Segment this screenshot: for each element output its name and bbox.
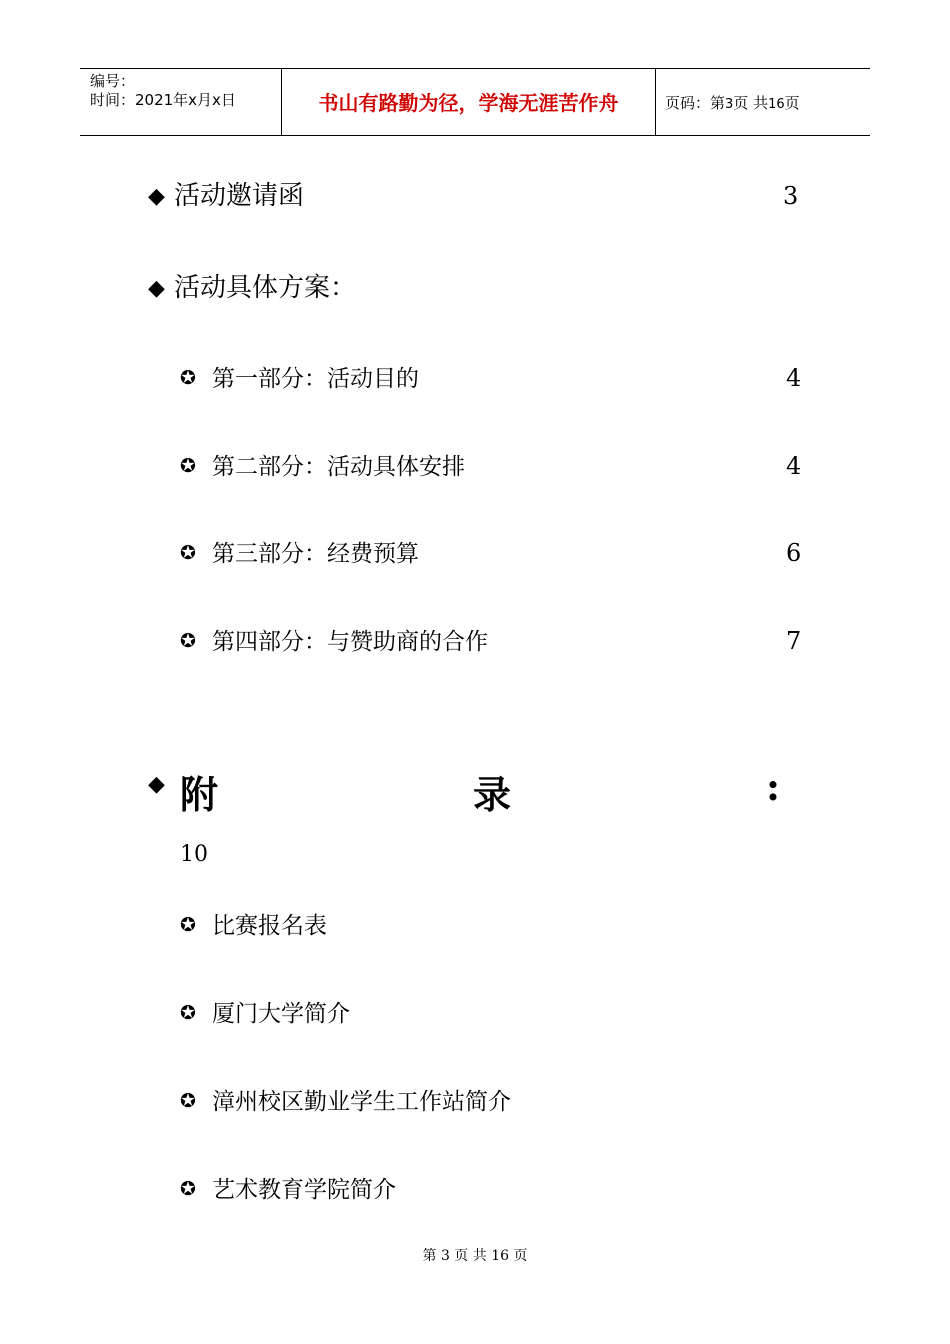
toc-page-number: 7 — [786, 627, 802, 655]
black-diamond-icon: ◆ — [148, 184, 165, 209]
black-diamond-icon: ◆ — [148, 772, 165, 797]
appendix-item[interactable] — [180, 910, 327, 941]
black-diamond-icon: ◆ — [148, 276, 165, 301]
toc-label: 活动邀请函 — [174, 181, 305, 211]
circled-star-icon: ✪ — [180, 1178, 196, 1200]
header-page-info — [665, 93, 800, 115]
page-mid: 页 共 — [733, 94, 769, 112]
total-pages: 16 — [768, 97, 785, 112]
page-header — [80, 68, 870, 136]
appendix-item-label: 比赛报名表 — [212, 913, 327, 939]
toc-item-part4[interactable] — [180, 626, 488, 657]
toc-page-number: 4 — [786, 364, 802, 392]
appendix-item[interactable] — [180, 1174, 396, 1205]
appendix-item-label: 厦门大学简介 — [212, 1001, 350, 1027]
appendix-item[interactable] — [180, 998, 350, 1029]
header-divider — [655, 69, 656, 135]
toc-label: 第一部分：活动目的 — [212, 366, 419, 392]
appendix-colon: : — [766, 764, 781, 809]
page-prefix: 页码：第 — [665, 94, 726, 112]
date-label: 时间：2021年x月x日 — [90, 91, 236, 109]
circled-star-icon: ✪ — [180, 542, 196, 564]
toc-label: 第二部分：活动具体安排 — [212, 454, 465, 480]
page-footer: 第 3 页 共 16 页 — [422, 1248, 528, 1264]
toc-page-number: 4 — [786, 452, 802, 480]
serial-label: 编号： — [90, 72, 136, 90]
appendix-item-label: 漳州校区勤业学生工作站简介 — [212, 1089, 511, 1115]
toc-label: 第四部分：与赞助商的合作 — [212, 629, 488, 655]
circled-star-icon: ✪ — [180, 455, 196, 477]
circled-star-icon: ✪ — [180, 367, 196, 389]
appendix-char: 录 — [473, 772, 512, 817]
toc-item-part3[interactable] — [180, 538, 419, 569]
page-suffix: 页 — [784, 94, 800, 112]
toc-label: 第三部分：经费预算 — [212, 541, 419, 567]
circled-star-icon: ✪ — [180, 1002, 196, 1024]
toc-item-plan[interactable] — [148, 272, 356, 305]
circled-star-icon: ✪ — [180, 914, 196, 936]
appendix-item-label: 艺术教育学院简介 — [212, 1177, 396, 1203]
toc-page-number: 3 — [783, 182, 799, 210]
appendix-char: 附 — [180, 772, 219, 817]
toc-label: 活动具体方案： — [174, 273, 357, 303]
toc-item-part2[interactable] — [180, 451, 465, 482]
toc-page-number: 6 — [786, 539, 802, 567]
appendix-item[interactable] — [180, 1086, 511, 1117]
toc-item-part1[interactable] — [180, 363, 419, 394]
header-motto: 书山有路勤为径，学海无涯苦作舟 — [318, 91, 619, 115]
toc-item-invitation[interactable] — [148, 180, 304, 213]
circled-star-icon: ✪ — [180, 630, 196, 652]
circled-star-icon: ✪ — [180, 1090, 196, 1112]
toc-page-number: 10 — [180, 842, 208, 867]
header-meta — [90, 72, 236, 110]
current-page: 3 — [725, 97, 734, 112]
toc-item-appendix[interactable] — [148, 764, 798, 817]
